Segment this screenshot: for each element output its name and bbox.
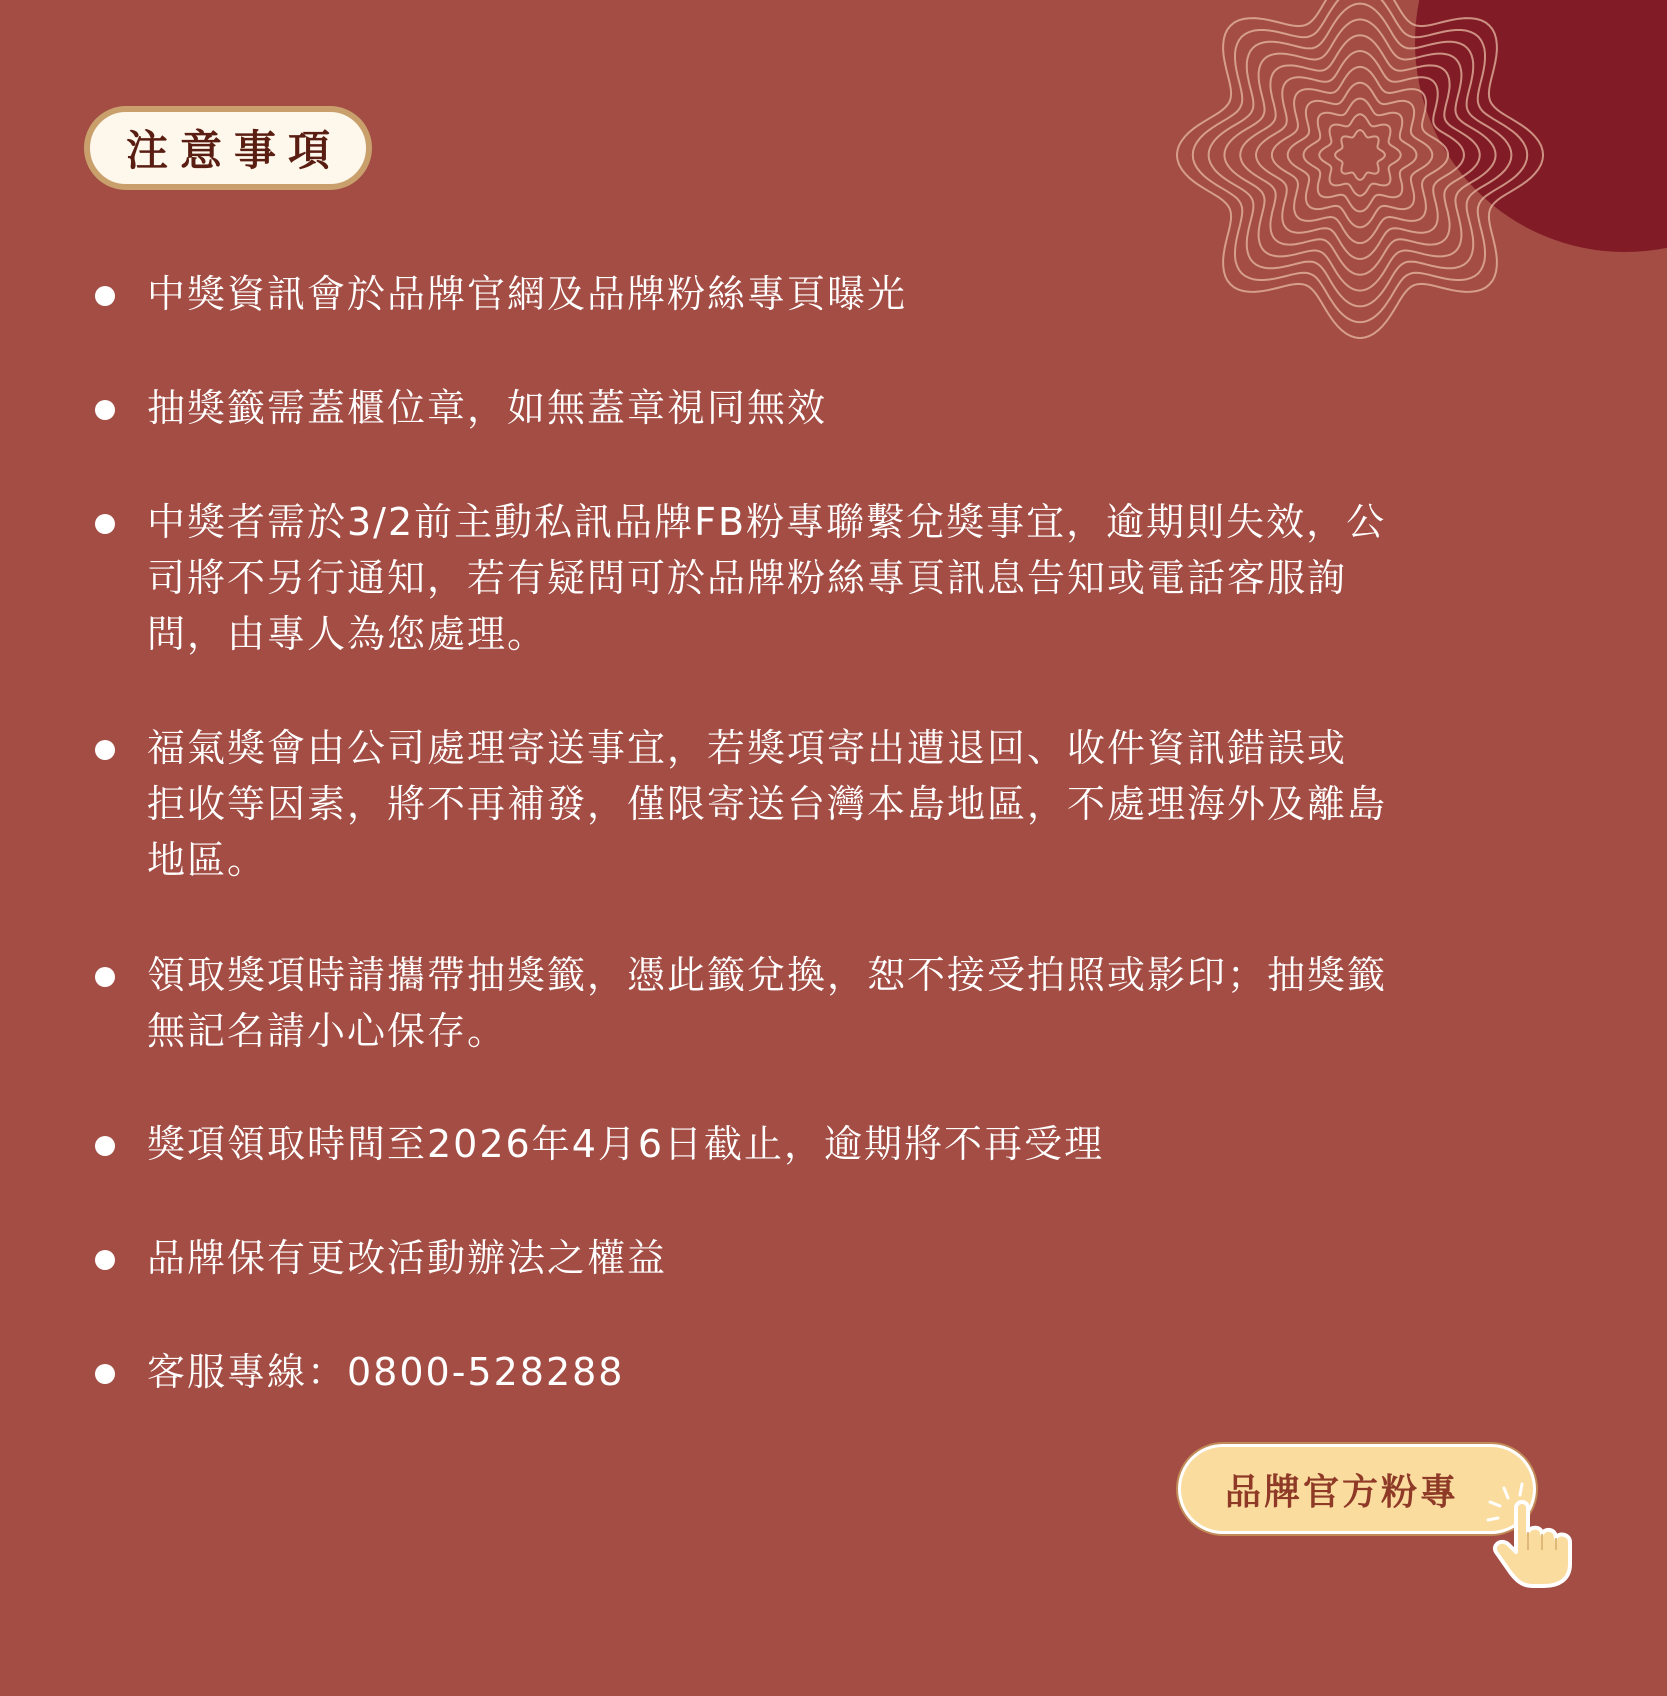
notice-title-badge: [84, 106, 372, 190]
bullet-icon: [95, 1364, 115, 1384]
fan-button-label: 品牌官方粉專: [1224, 1471, 1459, 1513]
pointing-hand-icon: [1486, 1480, 1586, 1590]
bullet-icon: [95, 740, 115, 760]
bullet-icon: [95, 1250, 115, 1270]
list-item: [90, 947, 1580, 1059]
bullet-icon: [95, 1136, 115, 1156]
list-item: [90, 1116, 1580, 1172]
list-item: [90, 380, 1580, 436]
list-item: [90, 1344, 1580, 1400]
note-text: 客服專線：0800-528288: [147, 1350, 625, 1394]
list-item: [90, 266, 1580, 322]
bullet-icon: [95, 967, 115, 987]
note-text: 抽獎籤需蓋櫃位章，如無蓋章視同無效: [147, 386, 828, 430]
list-item: [90, 720, 1580, 888]
note-text: 中獎資訊會於品牌官網及品牌粉絲專頁曝光: [147, 272, 908, 316]
note-text: 品牌保有更改活動辦法之權益: [147, 1236, 668, 1280]
note-text: 領取獎項時請攜帶抽獎籤，憑此籤兌換，恕不接受拍照或影印；抽獎籤 無記名請小心保存。: [147, 953, 1388, 1053]
list-item: [90, 1230, 1580, 1286]
note-text: 獎項領取時間至2026年4月6日截止，逾期將不再受理: [147, 1122, 1105, 1166]
bullet-icon: [95, 514, 115, 534]
bullet-icon: [95, 286, 115, 306]
page-title: 注意事項: [125, 126, 342, 175]
note-text: 福氣獎會由公司處理寄送事宜，若獎項寄出遭退回、收件資訊錯誤或 拒收等因素，將不再補發，僅限寄送台灣本島地區，不處理海外及離島 地區。: [147, 726, 1388, 882]
brand-fanpage-button[interactable]: [1178, 1444, 1536, 1534]
note-text: 中獎者需於3/2前主動私訊品牌FB粉專聯繫兌獎事宜，逾期則失效，公 司將不另行通知，若有疑問可於品牌粉絲專頁訊息告知或電話客服詢 問，由專人為您處理。: [147, 500, 1387, 656]
bullet-icon: [95, 400, 115, 420]
list-item: [90, 494, 1580, 662]
